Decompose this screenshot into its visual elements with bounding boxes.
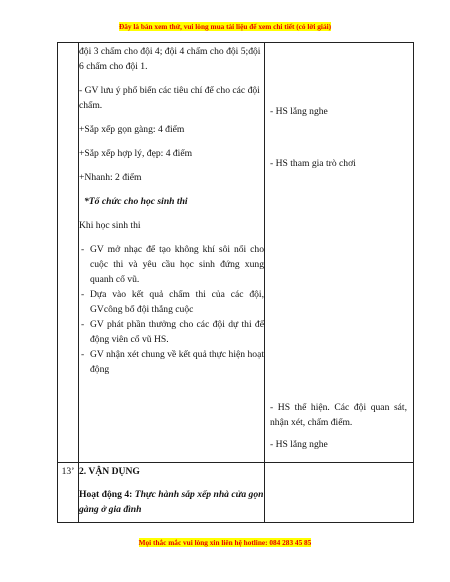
lesson-plan-table: [57, 42, 414, 523]
time-cell: 13’: [58, 463, 79, 523]
list-item: - GV phát phần thưởng cho các đội dự thi để động viên cổ vũ HS.: [81, 317, 264, 347]
teacher-text: đội 3 chấm cho đội 4; đội 4 chấm cho đội 5;đội 6 chấm cho đội 1.: [79, 46, 261, 72]
activity-label: Hoạt động 4:: [79, 489, 135, 500]
activity-title: Thực hành sắp xếp nhà cửa gọn gàng ở gia đình: [79, 489, 264, 515]
student-text: - HS tham gia trò chơi: [270, 158, 356, 169]
student-activities-cell: [265, 43, 414, 463]
activity-heading: [79, 487, 264, 517]
table-row: [58, 43, 414, 463]
section-subheading: *Tổ chức cho học sinh thi: [84, 196, 188, 207]
preview-notice-text: Đây là bản xem thử, vui lòng mua tài liệu để xem chi tiết (có lời giải): [118, 22, 332, 31]
teacher-text: - GV lưu ý phổ biến các tiêu chí để cho các đội chấm.: [79, 85, 260, 111]
teacher-activities-cell: [79, 43, 265, 463]
student-activities-cell: [265, 463, 414, 523]
criteria-item: +Nhanh: 2 điểm: [79, 172, 142, 183]
list-item: - GV nhận xét chung về kết quả thực hiện hoạt động: [81, 347, 264, 377]
student-text: - HS lắng nghe: [270, 439, 328, 450]
criteria-item: +Sắp xếp gọn gàng: 4 điểm: [79, 124, 185, 135]
teacher-steps-list: [79, 242, 264, 377]
teacher-activities-cell: [79, 463, 265, 523]
list-item: - Dựa vào kết quả chấm thi của các đội, GVcông bố đội thắng cuộc: [81, 287, 264, 317]
table-row: [58, 463, 414, 523]
list-item: - GV mở nhạc để tạo không khí sôi nổi cho cuộc thi và yêu cầu học sinh đứng xung quanh cổ vũ.: [81, 242, 264, 287]
student-text: - HS lắng nghe: [270, 106, 328, 117]
teacher-text: Khi học sinh thi: [79, 220, 141, 231]
criteria-item: +Sắp xếp hợp lý, đẹp: 4 điểm: [79, 148, 193, 159]
student-text: - HS thể hiện. Các đội quan sát, nhận xét, chấm điểm.: [270, 402, 407, 428]
preview-notice-banner: [0, 22, 450, 31]
hotline-text: Mọi thắc mắc vui lòng xin liên hệ hotline: 084 283 45 85: [138, 538, 312, 547]
hotline-banner: [0, 538, 450, 547]
section-heading: 2. VẬN DỤNG: [79, 466, 140, 477]
time-cell: [58, 43, 79, 463]
